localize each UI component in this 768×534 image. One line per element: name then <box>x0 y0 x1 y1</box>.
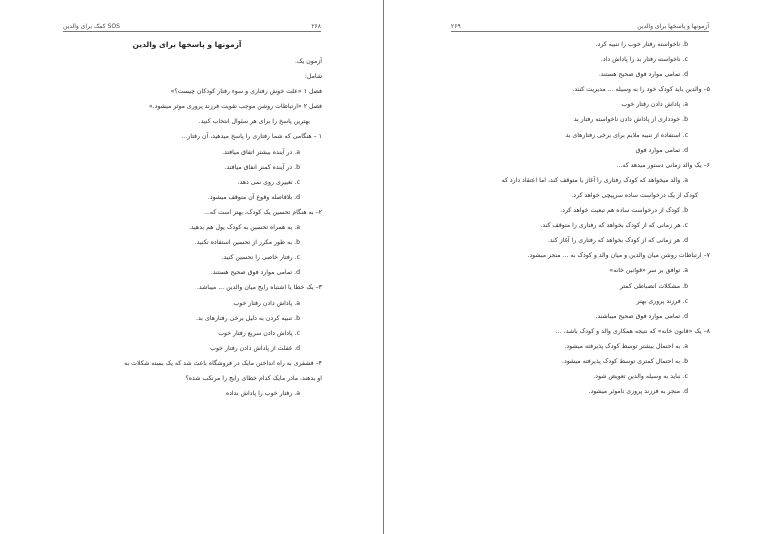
text-line: فصل ۲ «ارتباطات روشن موجب تقویت فرزند پروری موثر میشود.» <box>148 103 322 111</box>
option-line: d. هر زمانی که از کودک بخواهد که رفتاری را آغاز کند. <box>547 237 688 245</box>
option-line: b. کودک از درخواست ساده هم تبعیت خواهد کرد. <box>560 207 688 215</box>
left-page-number: ۲۶۸ <box>311 23 321 30</box>
right-page-header <box>451 18 709 32</box>
option-continuation-line: کودک از یک درخواست ساده سرپیچی خواهد کرد. <box>571 191 698 199</box>
right-page-body <box>440 41 710 403</box>
option-line: c. استفاده از تنبیه ملایم برای برخی رفتارهای بد <box>565 131 688 139</box>
option-line: c. تغییری روی نمی دهد. <box>237 178 300 186</box>
option-line: c. نباید به وسیله والدین تعویض شود. <box>593 373 688 381</box>
page-divider <box>383 0 384 534</box>
question-line: او بدهند. مادر مایک کدام خطای رایج را مرتکب شده؟ <box>185 374 322 382</box>
option-line: b. تنبیه کردن به دلیل برخی رفتارهای بد. <box>196 314 300 322</box>
option-line: a. رفتار خوب را پاداش نداده <box>225 390 300 398</box>
option-line: d. تمامی موارد فوق <box>635 146 688 154</box>
option-line: d. تمامی موارد فوق صحیح میباشند. <box>595 312 688 320</box>
question-line: ۸– یک «قانون خانه» که نتیجه همکاری والد و کودک باشد، ... <box>555 327 710 335</box>
option-line: b. به طور مکرر از تحسین استفاده نکنید. <box>194 239 300 247</box>
option-line: c. هر زمانی که از کودک بخواهد که رفتاری را متوقف کند. <box>540 222 688 230</box>
left-page <box>0 0 380 534</box>
option-line: b. مشکلات انضباطی کمتر <box>619 282 688 290</box>
option-line: a. والد میخواهد که کودک رفتاری را آغاز یا متوقف کند، اما اعتقاد دارد که <box>501 176 688 184</box>
question-line: ۷– ارتباطات روشن میان والدین و میان والد و کودک به ... منجر میشود. <box>527 252 710 260</box>
question-line: ۵– والدین باید کودک خود را به وسیله ... مدیریت کنند. <box>572 86 710 94</box>
option-line: d. بلافاصله وقوع آن متوقف میشود. <box>207 193 300 201</box>
option-line: a. پاداش دادن رفتار خوب <box>233 299 300 307</box>
option-line: b. ناخواسته رفتار خوب را تنبیه کرد. <box>595 41 688 48</box>
option-line: d. تمامی موارد فوق صحیح هستند. <box>598 71 688 79</box>
question-line: ۴– فشفری به راه انداختن مایک در فروشگاه باعث شد که یک بسته شکلات به <box>124 359 322 367</box>
option-line: a. توافق بر سر «قوانین خانه» <box>609 267 688 275</box>
option-line: a. به احتمال بیشتر توسط کودک پذیرفته میشود. <box>564 342 688 350</box>
text-line: شامل: <box>304 73 322 81</box>
option-line: a. پاداش دادن رفتار خوب <box>621 101 688 109</box>
text-line: بهترین پاسخ را برای هر سئوال انتخاب کنید. <box>198 118 310 126</box>
text-line: آزمون یک. <box>295 58 322 65</box>
right-page-number: ۲۶۹ <box>451 23 461 30</box>
section-title: آزمونها و پاسخها برای والدین <box>132 40 242 49</box>
left-page-header <box>63 18 321 32</box>
right-header-title: آزمونها و پاسخها برای والدین <box>637 23 709 30</box>
option-line: a. در آینده بیشتر اتفاق میافتد. <box>222 148 300 156</box>
question-line: ۲– به هنگام تحسین یک کودک، بهتر است که... <box>204 208 322 216</box>
option-line: d. تمامی موارد فوق صحیح هستند. <box>210 269 300 277</box>
left-page-body <box>52 41 322 405</box>
option-line: d. منجر به فرزند پروری ناموثر میشود. <box>588 388 688 396</box>
option-line: d. غفلت از پاداش دادن رفتار خوب <box>210 344 300 352</box>
question-line: ۳– یک خطا یا اشتباه رایج میان والدین ... میباشد. <box>196 284 322 292</box>
option-line: a. به همراه تحسین به کودک پول هم بدهید. <box>188 224 300 232</box>
option-line: b. خودداری از پاداش دادن ناخواسته رفتار بد <box>573 116 688 124</box>
option-line: c. پاداش دادن سریع رفتار خوب <box>218 329 300 337</box>
option-line: b. به احتمال کمتری توسط کودک پذیرفته میشود. <box>561 357 688 365</box>
question-line: ۶– یک والد زمانی دستور میدهد که... <box>616 161 710 169</box>
option-line: c. رفتار خاصی را تحسین کنید. <box>221 254 300 262</box>
text-line: فصل ۱ «علت خوش رفتاری و سوء رفتار کودکان چیست؟» <box>170 88 322 96</box>
option-line: c. ناخواسته رفتار بد را پاداش داد. <box>600 56 688 64</box>
right-page <box>388 0 768 534</box>
option-line: b. در آینده کمتر اتفاق میافتد. <box>224 163 300 171</box>
left-header-title: SOS کمک برای والدین <box>63 23 120 30</box>
option-line: c. فرزند پروری بهتر <box>636 297 688 305</box>
question-line: ۱ – هنگامی که شما رفتاری را پاسخ میدهید، آن رفتار... <box>181 133 322 141</box>
